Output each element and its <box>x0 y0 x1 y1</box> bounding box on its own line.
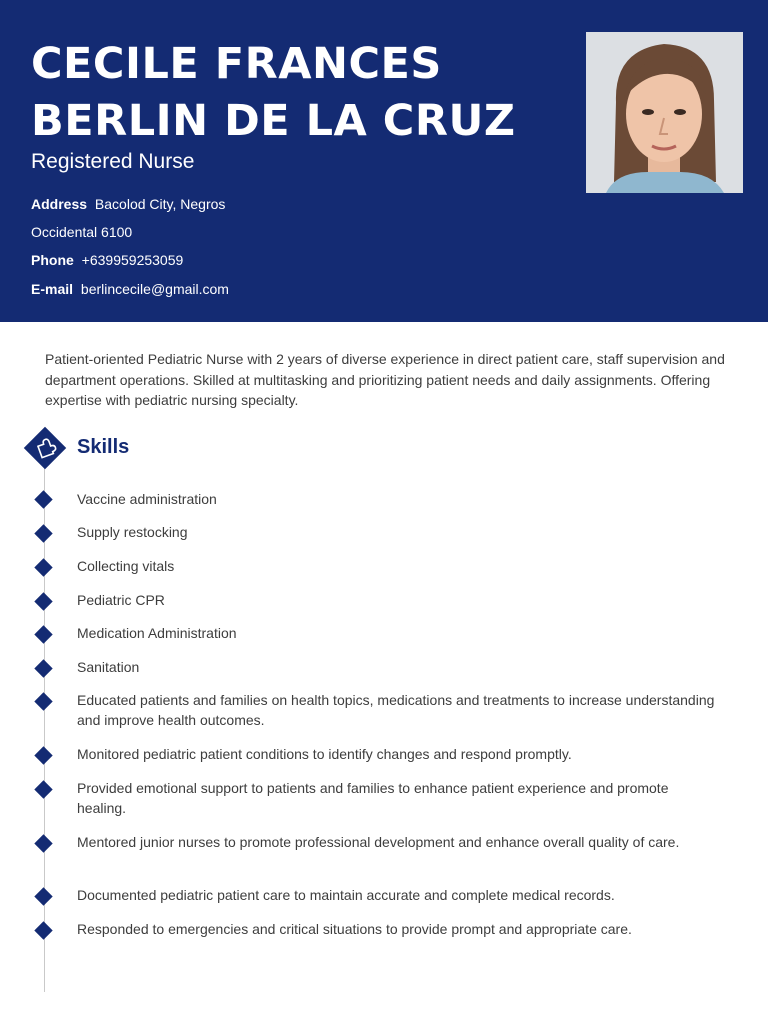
portrait-illustration <box>586 32 743 193</box>
skill-item: Sanitation <box>77 659 140 675</box>
skill-bullet <box>34 780 52 798</box>
email-value[interactable]: berlincecile@gmail.com <box>80 281 229 297</box>
address-value: Bacolod City, Negros <box>94 196 226 212</box>
skill-bullet <box>34 524 52 542</box>
address-line <box>31 196 225 212</box>
skill-item: Pediatric CPR <box>77 592 165 608</box>
skill-item: Documented pediatric patient care to maintain accurate and complete medical records. <box>77 887 615 903</box>
skill-item: Vaccine administration <box>77 491 217 507</box>
skill-bullet <box>34 921 52 939</box>
skill-bullet <box>34 659 52 677</box>
skill-bullet <box>34 625 52 643</box>
email-label: E-mail <box>31 281 74 297</box>
skill-bullet <box>34 592 52 610</box>
skill-bullet <box>34 834 52 852</box>
skill-item: Supply restocking <box>77 524 188 540</box>
phone-value: +639959253059 <box>81 252 184 268</box>
skill-bullet <box>34 692 52 710</box>
phone-label: Phone <box>31 252 74 268</box>
address-label: Address <box>31 196 88 212</box>
skill-item: Monitored pediatric patient conditions to identify changes and respond promptly. <box>77 746 572 762</box>
professional-summary: Patient-oriented Pediatric Nurse with 2 years of diverse experience in direct patient care, staff supervision and department operations. Skilled at multitasking and prioritizing patient needs and daily assignments. Offering expertise with pediatric nursing specialty. <box>45 351 725 408</box>
skill-item: Educated patients and families on health topics, medications and treatments to increase understanding and improve health outcomes. <box>77 692 715 728</box>
address-line-2: Occidental 6100 <box>31 224 133 240</box>
skill-bullet <box>34 887 52 905</box>
phone-line <box>31 252 183 268</box>
skill-item: Provided emotional support to patients and families to enhance patient experience and promote healing. <box>77 780 669 816</box>
job-title: Registered Nurse <box>31 150 195 173</box>
profile-photo <box>586 32 743 193</box>
skills-section-icon <box>23 426 67 470</box>
skill-item: Mentored junior nurses to promote professional development and enhance overall quality of care. <box>77 834 680 850</box>
skill-item: Medication Administration <box>77 625 237 641</box>
skill-item: Collecting vitals <box>77 558 175 574</box>
skills-heading: Skills <box>77 436 130 458</box>
header-banner <box>0 0 768 322</box>
email-line <box>31 281 229 297</box>
puzzle-icon <box>23 426 67 470</box>
candidate-name: CECILE FRANCES BERLIN DE LA CRUZ <box>31 39 516 146</box>
skill-item: Responded to emergencies and critical situations to provide prompt and appropriate care. <box>77 921 632 937</box>
skill-bullet <box>34 490 52 508</box>
skill-bullet <box>34 558 52 576</box>
skill-bullet <box>34 746 52 764</box>
